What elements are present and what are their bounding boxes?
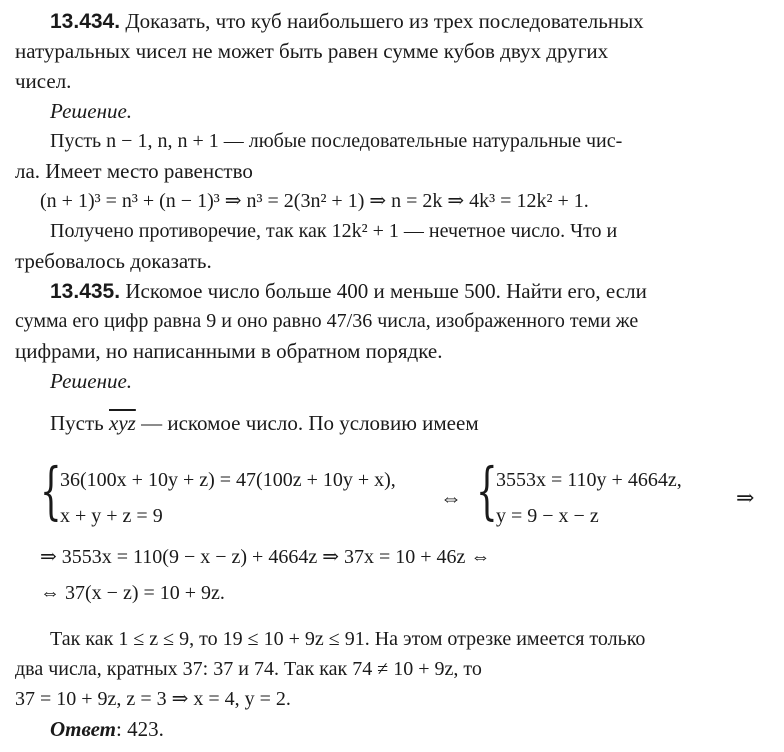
system1-row2: x + y + z = 9 [60, 505, 163, 527]
answer-label: Ответ [50, 717, 117, 741]
system2-row1: 3553x = 110y + 4664z, [496, 469, 682, 491]
chain-line1: ⇒ 3553x = 110(9 − x − z) + 4664z ⇒ 37x = 10 + 46z ⇔ [40, 546, 491, 568]
problem-435-number: 13.435. [50, 280, 121, 303]
system1-row1: 36(100x + 10y + z) = 47(100z + 10y + x), [60, 469, 396, 491]
final-line3: 37 = 10 + 9z, z = 3 ⇒ x = 4, y = 2. [15, 688, 291, 710]
implies-symbol: ⇒ [736, 485, 755, 510]
problem-434-solution-line1: Пусть n − 1, n, n + 1 — любые последовательные натуральные чис- [50, 130, 623, 152]
number-xyz: $\overline{xyz}$ [109, 411, 136, 435]
problem-434-text-line3: чисел. [15, 69, 72, 93]
let-suffix: — искомое число. По условию имеем [135, 411, 479, 435]
problem-435-text-line1: Искомое число больше 400 и меньше 500. Найти его, если [120, 279, 647, 303]
problem-435-text-line3: цифрами, но написанными в обратном порядке. [15, 339, 443, 363]
problem-434-text-line2: натуральных чисел не может быть равен сумме кубов двух других [15, 39, 609, 63]
problem-435-statement [50, 278, 647, 305]
let-prefix: Пусть [50, 411, 109, 435]
problem-434-solution-label: Решение. [50, 99, 133, 123]
chain-line2: ⇔ 37(x − z) = 10 + 9z. [40, 582, 225, 604]
problem-435-let-line [50, 410, 479, 436]
system2-row2: y = 9 − x − z [496, 505, 599, 527]
answer-line [50, 716, 164, 742]
problem-434-text-line1: Доказать, что куб наибольшего из трех последовательных [120, 9, 644, 33]
answer-value: : 423. [116, 717, 164, 741]
problem-435-solution-label: Решение. [50, 369, 133, 393]
final-line2: два числа, кратных 37: 37 и 74. Так как 74 ≠ 10 + 9z, то [15, 658, 482, 680]
problem-434-conclusion-line2: требовалось доказать. [15, 249, 212, 273]
system2-brace: { [476, 454, 498, 527]
problem-434-conclusion-line1: Получено противоречие, так как 12k² + 1 — нечетное число. Что и [50, 220, 618, 242]
problem-434-solution-line2: ла. Имеет место равенство [15, 159, 253, 183]
equivalence-symbol: ⇔ [440, 485, 462, 510]
problem-435-text-line2: сумма его цифр равна 9 и оно равно 47/36 числа, изображенного теми же [15, 310, 639, 332]
problem-434-statement [50, 8, 644, 35]
system1-brace: { [40, 454, 62, 527]
problem-434-equation: (n + 1)³ = n³ + (n − 1)³ ⇒ n³ = 2(3n² + 1) ⇒ n = 2k ⇒ 4k³ = 12k² + 1. [40, 190, 589, 212]
final-line1: Так как 1 ≤ z ≤ 9, то 19 ≤ 10 + 9z ≤ 91. На этом отрезке имеется только [50, 628, 646, 650]
problem-434-number: 13.434. [50, 10, 121, 33]
